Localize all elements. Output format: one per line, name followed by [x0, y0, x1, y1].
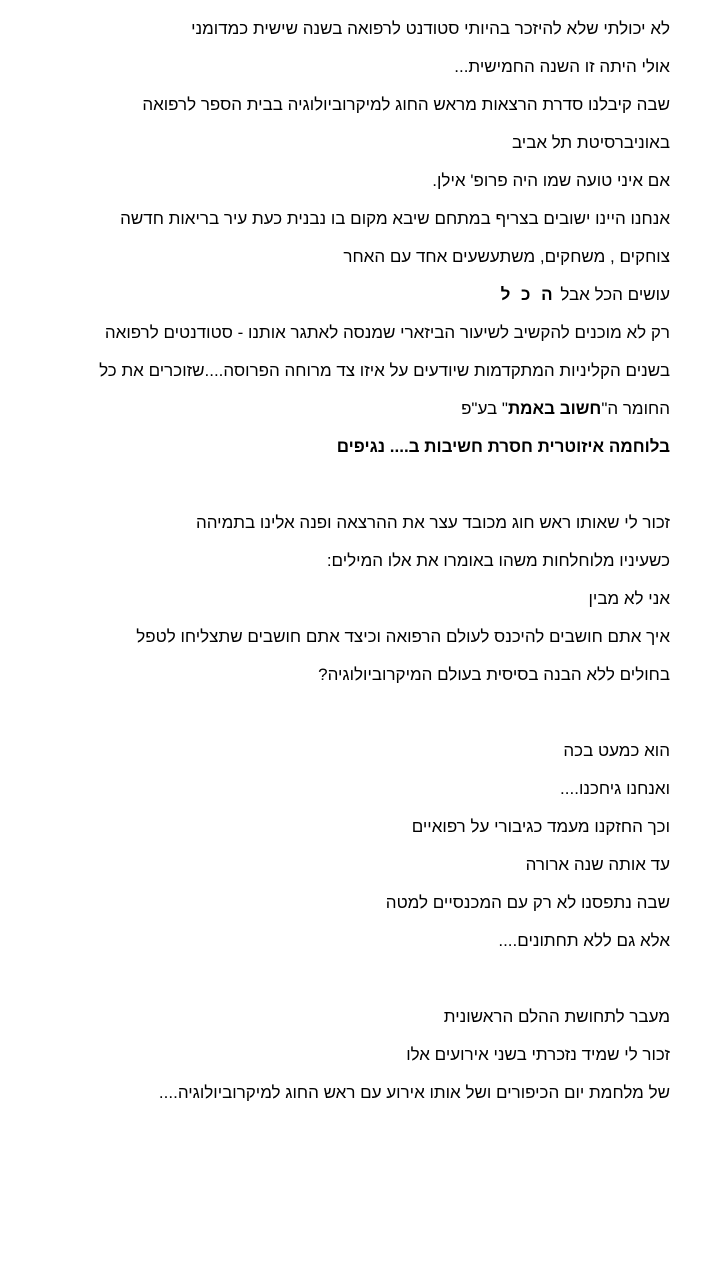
text-line-25: זכור לי שמיד נזכרתי בשני אירועים אלו: [406, 1045, 670, 1064]
text-line-22: שבה נתפסנו לא רק עם המכנסיים למטה: [385, 893, 670, 912]
text-line-11-bold: חשוב באמת: [507, 399, 602, 418]
text-line-9: רק לא מוכנים להקשיב לשיעור הביזארי שמנסה לאתגר אותנו - סטודנטים לרפואה: [104, 323, 670, 342]
text-line-10: בשנים הקליניות המתקדמות שיודעים על איזו צד מרוחה הפרוסה....שזוכרים את כל: [99, 361, 670, 380]
text-line-11-plain-end: " בע"פ: [461, 399, 508, 418]
blank-line: [40, 702, 670, 724]
text-line-21: עד אותה שנה ארורה: [525, 855, 670, 874]
text-line-1: לא יכולתי שלא להיזכר בהיותי סטודנט לרפואה בשנה שישית כמדומני: [191, 19, 670, 38]
blank-line: [40, 968, 670, 990]
text-line-8-plain: עושים הכל אבל: [555, 285, 670, 304]
text-line-8: [40, 284, 670, 306]
text-line-16: איך אתם חושבים להיכנס לעולם הרפואה וכיצד אתם חושבים שתצליחו לטפל: [136, 627, 670, 646]
text-line-26: של מלחמת יום הכיפורים ושל אותו אירוע עם ראש החוג למיקרוביולוגיה....: [158, 1083, 670, 1102]
text-line-13: זכור לי שאותו ראש חוג מכובד עצר את ההרצאה ופנה אלינו בתמיהה: [195, 513, 670, 532]
document-body: [40, 18, 670, 1120]
text-line-8-bold: ה כ ל: [500, 285, 556, 304]
text-line-3: שבה קיבלנו סדרת הרצאות מראש החוג למיקרוביולוגיה בבית הספר לרפואה: [142, 95, 670, 114]
text-line-24: מעבר לתחושת ההלם הראשונית: [443, 1007, 670, 1026]
blank-line: [40, 474, 670, 496]
text-line-19: ואנחנו גיחכנו....: [560, 779, 670, 798]
text-line-4: באוניברסיטת תל אביב: [511, 133, 670, 152]
text-line-2: אולי היתה זו השנה החמישית...: [454, 57, 670, 76]
text-line-23: אלא גם ללא תחתונים....: [498, 931, 670, 950]
text-line-7: צוחקים , משחקים, משתעשעים אחד עם האחר: [343, 247, 670, 266]
text-line-11: [40, 398, 670, 420]
text-line-6: אנחנו היינו ישובים בצריף במתחם שיבא מקום בו נבנית כעת עיר בריאות חדשה: [120, 209, 670, 228]
text-line-12: בלוחמה איזוטרית חסרת חשיבות ב.... נגיפים: [336, 437, 670, 456]
text-line-17: בחולים ללא הבנה בסיסית בעולם המיקרוביולוגיה?: [318, 665, 670, 684]
text-line-20: וכך החזקנו מעמד כגיבורי על רפואיים: [411, 817, 670, 836]
text-line-11-plain-start: החומר ה": [601, 399, 670, 418]
text-line-14: כשעיניו מלוחלחות משהו באומרו את אלו המילים:: [326, 551, 670, 570]
text-line-5: אם איני טועה שמו היה פרופ' אילן.: [432, 171, 670, 190]
text-line-18: הוא כמעט בכה: [563, 741, 670, 760]
text-line-15: אני לא מבין: [588, 589, 670, 608]
